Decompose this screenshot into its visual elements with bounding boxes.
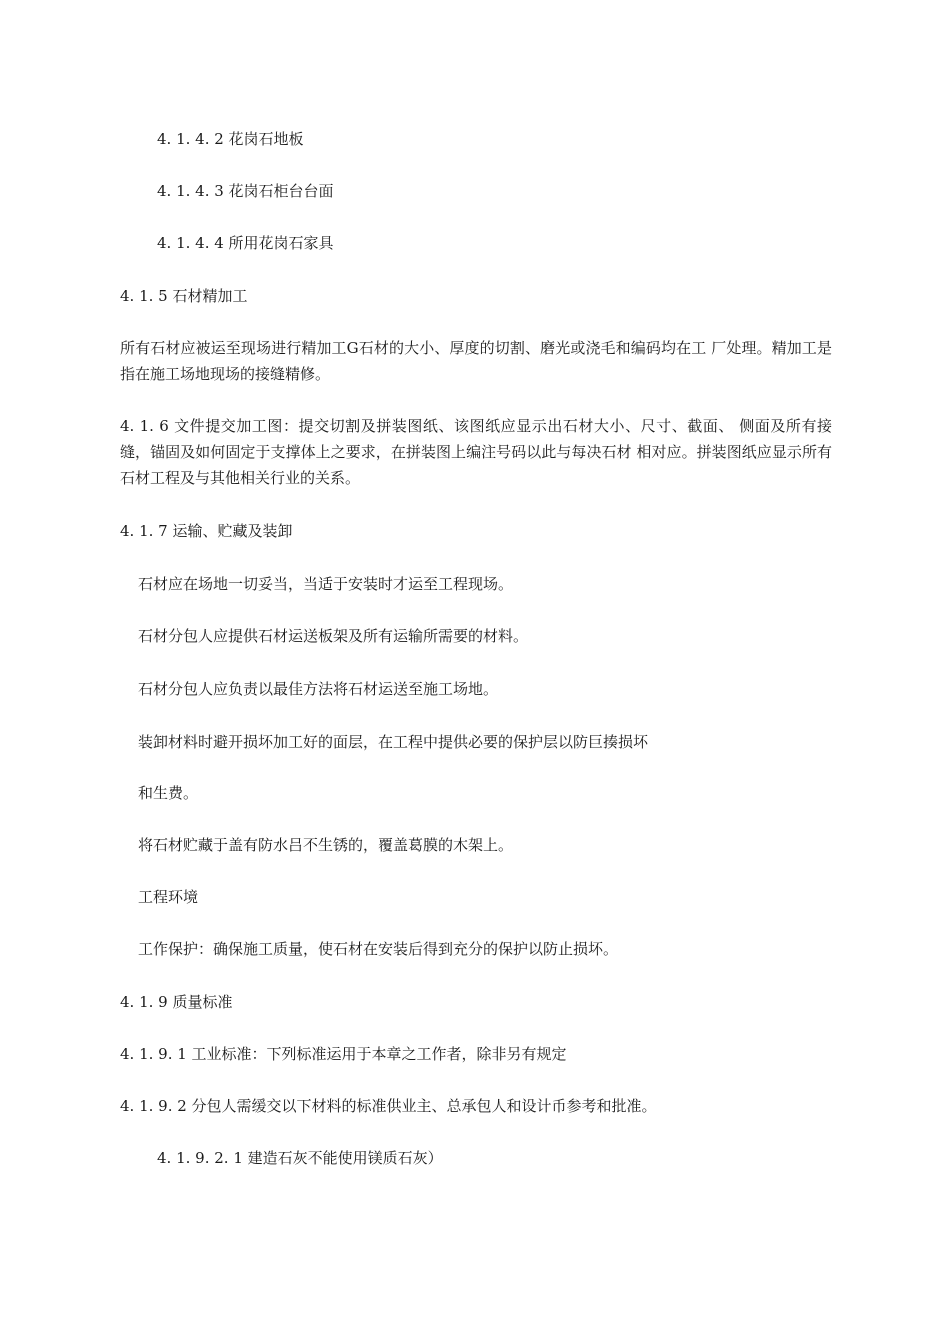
paragraph-finishing: 所有石材应被运至现场进行精加工G石材的大小、厚度的切割、磨光或浇毛和编码均在工 厂处理。精加工是指在施工场地现场的接缝精修。	[120, 339, 832, 383]
paragraph-4-1-6-submittals: 4. 1. 6 文件提交加工图：提交切割及拼装图纸、该图纸应显示出石材大小、尺寸、截面、 侧面及所有接缝，锚固及如何固定于支撑体上之要求，在拼装图上编注号码以此与每决石材 相对应。拼装图纸应显示所有石材工程及与其他相关行业的关系。	[120, 417, 832, 487]
heading-4-1-9: 4. 1. 9 质量标准	[120, 993, 233, 1011]
heading-4-1-9-2-1: 4. 1. 9. 2. 1 建造石灰不能使用镁质石灰）	[157, 1149, 443, 1167]
paragraph-protection: 工作保护：确保施工质量，使石材在安装后得到充分的保护以防止损坏。	[138, 940, 619, 958]
heading-project-conditions: 工程环境	[138, 888, 199, 906]
paragraph-storage: 将石材贮藏于盖有防水吕不生锈的，覆盖葛膜的木架上。	[138, 836, 514, 854]
heading-4-1-9-2: 4. 1. 9. 2 分包人需缓交以下材料的标准供业主、总承包人和设计币参考和批准。	[120, 1097, 657, 1115]
heading-4-1-5: 4. 1. 5 石材精加工	[120, 287, 248, 305]
paragraph-transport-method: 石材分包人应负责以最佳方法将石材运送至施工场地。	[138, 680, 499, 698]
paragraph-delivery-timing: 石材应在场地一切妥当，当适于安装时才运至工程现场。	[138, 575, 514, 593]
heading-4-1-9-1: 4. 1. 9. 1 工业标准：下列标准运用于本章之工作者，除非另有规定	[120, 1045, 567, 1063]
heading-4-1-4-3: 4. 1. 4. 3 花岗石柜台台面	[157, 182, 334, 200]
heading-4-1-4-4: 4. 1. 4. 4 所用花岗石家具	[157, 234, 334, 252]
paragraph-handling: 装卸材料时避开损坏加工好的面层，在工程中提供必要的保护层以防巨揍损坏	[138, 733, 649, 751]
heading-4-1-4-2: 4. 1. 4. 2 花岗石地板	[157, 130, 304, 148]
paragraph-transport-racks: 石材分包人应提供石材运送板架及所有运输所需要的材料。	[138, 627, 529, 645]
paragraph-handling-cont: 和生费。	[138, 784, 199, 802]
heading-4-1-7: 4. 1. 7 运输、贮藏及装卸	[120, 522, 293, 540]
